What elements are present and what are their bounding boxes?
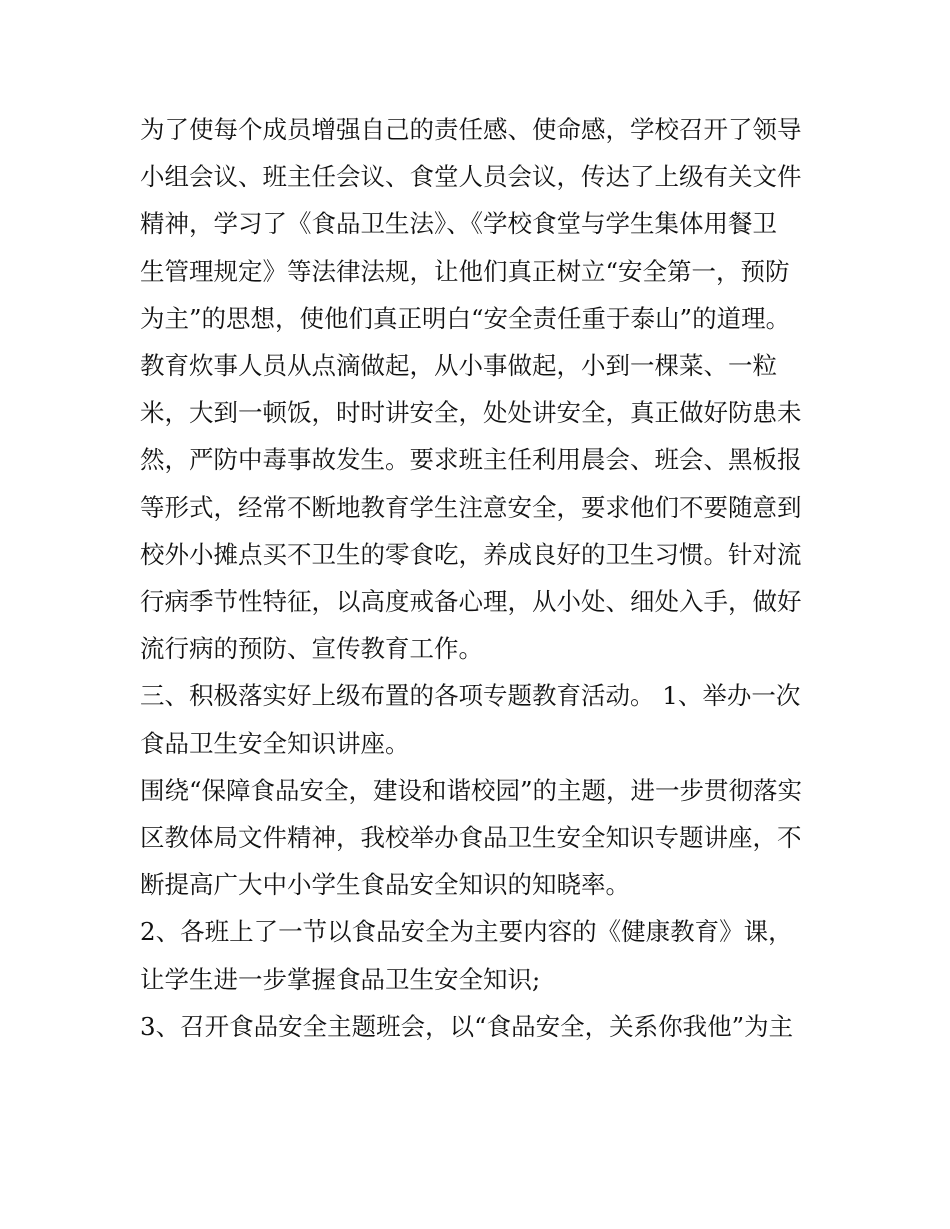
document-body	[140, 106, 820, 1050]
paragraph-lecture-theme: 围绕“保障食品安全，建设和谐校园”的主题，进一步贯彻落实 区教体局文件精神，我校举办食品卫生安全知识专题讲座，不 断提高广大中小学生食品安全知识的知晓率。	[140, 775, 803, 900]
paragraph-section-three-heading: 三、积极落实好上级布置的各项专题教育活动。 1、举办一次 食品卫生安全知识讲座。	[140, 681, 801, 758]
paragraph-responsibility-meetings: 为了使每个成员增强自己的责任感、使命感，学校召开了领导 小组会议、班主任会议、食堂人员会议，传达了上级有关文件 精神，学习了《食品卫生法》、《学校食堂与学生集体用餐卫 生管理规定》等法律法规，让他们真正树立“安全第一，预防 为主”的思想，使他们真正明白“安全责任重于泰山”的道理。	[140, 115, 802, 333]
paragraph-kitchen-staff-education: 教育炊事人员从点滴做起，从小事做起，小到一棵菜、一粒 米，大到一顿饭，时时讲安全，处处讲安全，真正做好防患未 然，严防中毒事故发生。要求班主任利用晨会、班会、黑板报 等形式，经常不断地教育学生注意安全，要求他们不要随意到 校外小摊点买不卫生的零食吃，养成良好的卫生习惯。针对流 行病季节性特征，以高度戒备心理，从小处、细处入手，做好 流行病的预防、宣传教育工作。	[140, 351, 802, 664]
paragraph-health-class: 2、各班上了一节以食品安全为主要内容的《健康教育》课， 让学生进一步掌握食品卫生安全知识;	[140, 917, 793, 994]
paragraph-class-meeting: 3、召开食品安全主题班会，以“食品安全，关系你我他”为主	[140, 1011, 794, 1041]
